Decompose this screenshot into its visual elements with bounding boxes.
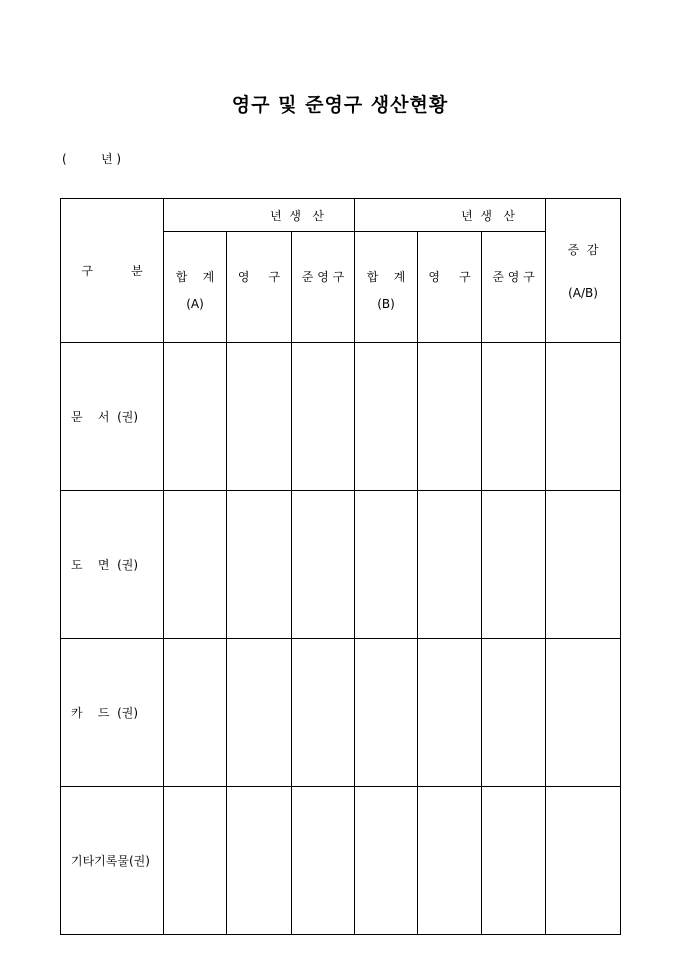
data-cell[interactable] <box>546 491 621 639</box>
sub-total-b-label: 합 계 <box>366 270 406 284</box>
row-label-text: 도 면 (권) <box>71 558 139 572</box>
production-table <box>60 198 621 935</box>
data-cell[interactable] <box>482 491 546 639</box>
data-cell[interactable] <box>546 787 621 935</box>
change-label: 증 감 <box>567 243 599 257</box>
row-label <box>61 639 164 787</box>
table-row <box>61 787 621 935</box>
year-line: ( 년 ) <box>62 152 122 166</box>
data-cell[interactable] <box>164 787 227 935</box>
sub-permanent-a-cell <box>227 232 292 343</box>
row-label-text: 문 서 (권) <box>71 410 139 424</box>
table-row <box>61 343 621 491</box>
sub-permanent-a-label: 영 구 <box>237 270 281 284</box>
sub-semi-a-label: 준 영 구 <box>301 270 345 284</box>
data-cell[interactable] <box>227 639 292 787</box>
data-cell[interactable] <box>164 343 227 491</box>
data-cell[interactable] <box>482 639 546 787</box>
sub-total-a-cell <box>164 232 227 343</box>
category-header: 구 분 <box>61 199 164 343</box>
group2-header: 년 생 산 <box>355 199 546 232</box>
sub-total-a-label: 합 계 <box>175 270 215 284</box>
data-cell[interactable] <box>418 491 482 639</box>
data-cell[interactable] <box>482 787 546 935</box>
sub-total-a-mark: (A) <box>186 297 204 311</box>
sub-permanent-b-label: 영 구 <box>428 270 471 284</box>
data-cell[interactable] <box>227 787 292 935</box>
data-cell[interactable] <box>227 343 292 491</box>
data-cell[interactable] <box>292 343 355 491</box>
data-cell[interactable] <box>355 491 418 639</box>
change-header <box>546 199 621 343</box>
data-cell[interactable] <box>418 343 482 491</box>
row-label-text: 기타기록물(권) <box>71 854 150 868</box>
data-cell[interactable] <box>355 787 418 935</box>
data-cell[interactable] <box>546 343 621 491</box>
sub-semi-b-cell <box>482 232 546 343</box>
sub-semi-b-label: 준 영 구 <box>492 270 535 284</box>
table-row <box>61 639 621 787</box>
data-cell[interactable] <box>355 343 418 491</box>
header-row-1 <box>61 199 621 232</box>
data-cell[interactable] <box>292 639 355 787</box>
row-label <box>61 491 164 639</box>
data-cell[interactable] <box>546 639 621 787</box>
data-cell[interactable] <box>164 491 227 639</box>
sub-total-b-mark: (B) <box>377 297 395 311</box>
row-label-text: 카 드 (권) <box>71 706 139 720</box>
data-cell[interactable] <box>418 639 482 787</box>
data-cell[interactable] <box>355 639 418 787</box>
row-label <box>61 787 164 935</box>
group1-header: 년 생 산 <box>164 199 355 232</box>
sub-permanent-b-cell <box>418 232 482 343</box>
data-cell[interactable] <box>482 343 546 491</box>
table-row <box>61 491 621 639</box>
change-unit: (A/B) <box>568 286 598 300</box>
data-cell[interactable] <box>292 491 355 639</box>
sub-semi-a-cell <box>292 232 355 343</box>
data-cell[interactable] <box>418 787 482 935</box>
row-label <box>61 343 164 491</box>
sub-total-b-cell <box>355 232 418 343</box>
page-title: 영구 및 준영구 생산현황 <box>231 94 449 116</box>
data-cell[interactable] <box>164 639 227 787</box>
data-cell[interactable] <box>227 491 292 639</box>
data-cell[interactable] <box>292 787 355 935</box>
